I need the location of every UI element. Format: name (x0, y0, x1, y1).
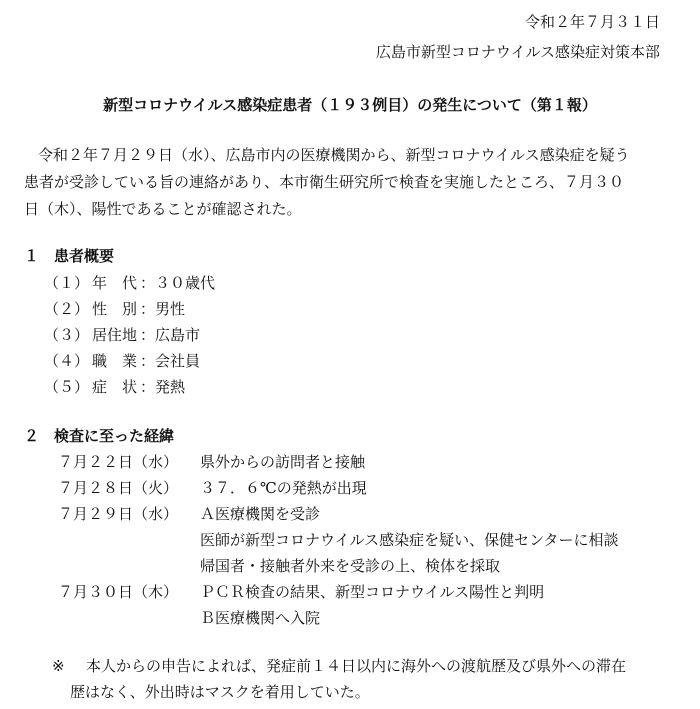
timeline-event: ３７．６℃の発熱が出現 (200, 479, 367, 497)
timeline-event: 帰国者・接触者外来を受診の上、検体を採取 (200, 557, 501, 575)
summary-item-label: 年 代 (92, 274, 138, 292)
section1-heading: １ 患者概要 (24, 247, 115, 265)
summary-item-label: 性 別 (92, 300, 138, 318)
summary-item-number: （３） (44, 326, 90, 344)
summary-item-value: ：男性 (140, 300, 186, 318)
summary-item-label: 居住地 (92, 326, 138, 344)
summary-item-number: （５） (44, 378, 90, 396)
section2-heading: ２ 検査に至った経緯 (24, 427, 175, 445)
summary-item-value: ：会社員 (140, 352, 201, 370)
intro-line-2: 患者が受診している旨の連絡があり、本市衛生研究所で検査を実施したところ、７月３０ (24, 173, 625, 191)
note-mark: ※ (52, 657, 65, 675)
timeline-date: ７月３０日（木） (58, 583, 179, 601)
timeline-event: 医師が新型コロナウイルス感染症を疑い、保健センターに相談 (200, 531, 619, 549)
intro-line-3: 日（木）、陽性であることが確認された。 (24, 200, 302, 218)
note-line-2: 歴はなく、外出時はマスクを着用していた。 (70, 683, 370, 701)
issuing-organization: 広島市新型コロナウイルス感染症対策本部 (375, 43, 660, 61)
timeline-date: ７月２２日（水） (58, 453, 179, 471)
summary-item-value: ：３０歳代 (140, 274, 216, 292)
summary-item-number: （１） (44, 274, 90, 292)
timeline-date: ７月２９日（水） (58, 505, 179, 523)
summary-item-label: 症 状 (92, 378, 138, 396)
summary-item-label: 職 業 (92, 352, 138, 370)
summary-item-value: ：広島市 (140, 326, 201, 344)
timeline-event: Ｂ医療機関へ入院 (200, 609, 321, 627)
timeline-event: ＰＣＲ検査の結果、新型コロナウイルス陽性と判明 (200, 583, 545, 601)
timeline-date: ７月２８日（火） (58, 479, 179, 497)
summary-item-value: ：発熱 (140, 378, 186, 396)
note-line-1: 本人からの申告によれば、発症前１４日以内に海外への渡航歴及び県外への滞在 (86, 657, 627, 675)
document-title: 新型コロナウイルス感染症患者（１９３例目）の発生について（第１報） (103, 96, 597, 114)
document-date: 令和２年７月３１日 (524, 13, 660, 31)
timeline-event: Ａ医療機関を受診 (200, 505, 321, 523)
timeline-event: 県外からの訪問者と接触 (200, 453, 366, 471)
summary-item-number: （４） (44, 352, 90, 370)
intro-line-1: 令和２年７月２９日（水）、広島市内の医療機関から、新型コロナウイルス感染症を疑う (38, 146, 630, 164)
summary-item-number: （２） (44, 300, 90, 318)
